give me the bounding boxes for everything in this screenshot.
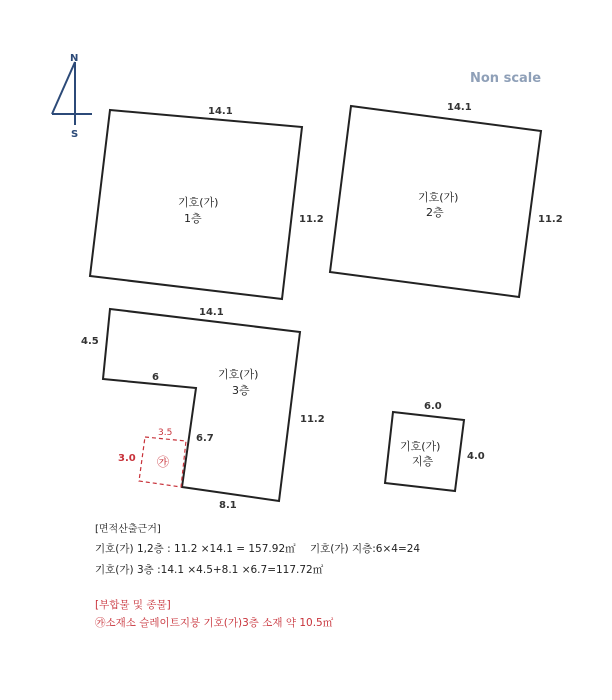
annex-symbol: ㉮	[157, 455, 170, 469]
floor-3-notch-side-dimension: 6.7	[196, 433, 214, 444]
floor-3-name: 기호(가)	[218, 368, 259, 381]
attachment-heading: [부합물 및 종물]	[95, 599, 171, 611]
floor-3-notch-dimension: 6	[152, 372, 159, 383]
scale-note: Non scale	[470, 71, 542, 86]
floor-3-bottom-dimension: 8.1	[219, 500, 237, 511]
floor-1-floor-label: 1층	[184, 212, 202, 225]
calc-line-1: 기호(가) 1,2층 : 11.2 ×14.1 = 157.92㎡	[95, 543, 296, 555]
attachment-line: ㉮소재소 슬레이트지붕 기호(가)3층 소재 약 10.5㎡	[95, 617, 334, 629]
basement-name: 기호(가)	[400, 440, 441, 453]
floor-3-right-dimension: 11.2	[300, 414, 325, 425]
annex-width-dimension: 3.5	[158, 428, 173, 438]
basement-right-dimension: 4.0	[467, 451, 485, 462]
floor-2-name: 기호(가)	[418, 191, 459, 204]
floor-2-right-dimension: 11.2	[538, 214, 563, 225]
calc-line-basement: 기호(가) 지층:6×4=24	[310, 543, 421, 555]
calc-line-2: 기호(가) 3층 :14.1 ×4.5+8.1 ×6.7=117.72㎡	[95, 564, 324, 576]
floor-2-top-dimension: 14.1	[447, 102, 472, 113]
floor-3-top-dimension: 14.1	[199, 307, 224, 318]
floor-1-right-dimension: 11.2	[299, 214, 324, 225]
floor-3-floor-label: 3층	[232, 384, 250, 397]
floor-3-left-dimension: 4.5	[81, 336, 99, 347]
calc-heading: [면적산출근거]	[95, 524, 161, 535]
compass-north-label: N	[70, 53, 79, 64]
floor-1-name: 기호(가)	[178, 196, 219, 209]
floor-3-outline	[103, 309, 300, 501]
north-arrow-icon	[52, 62, 92, 125]
basement-top-dimension: 6.0	[424, 401, 442, 412]
compass-south-label: S	[71, 129, 79, 140]
basement-floor-label: 지층	[412, 455, 434, 468]
floor-1-top-dimension: 14.1	[208, 106, 233, 117]
annex-height-dimension: 3.0	[118, 453, 136, 464]
floor-2-floor-label: 2층	[426, 206, 444, 219]
